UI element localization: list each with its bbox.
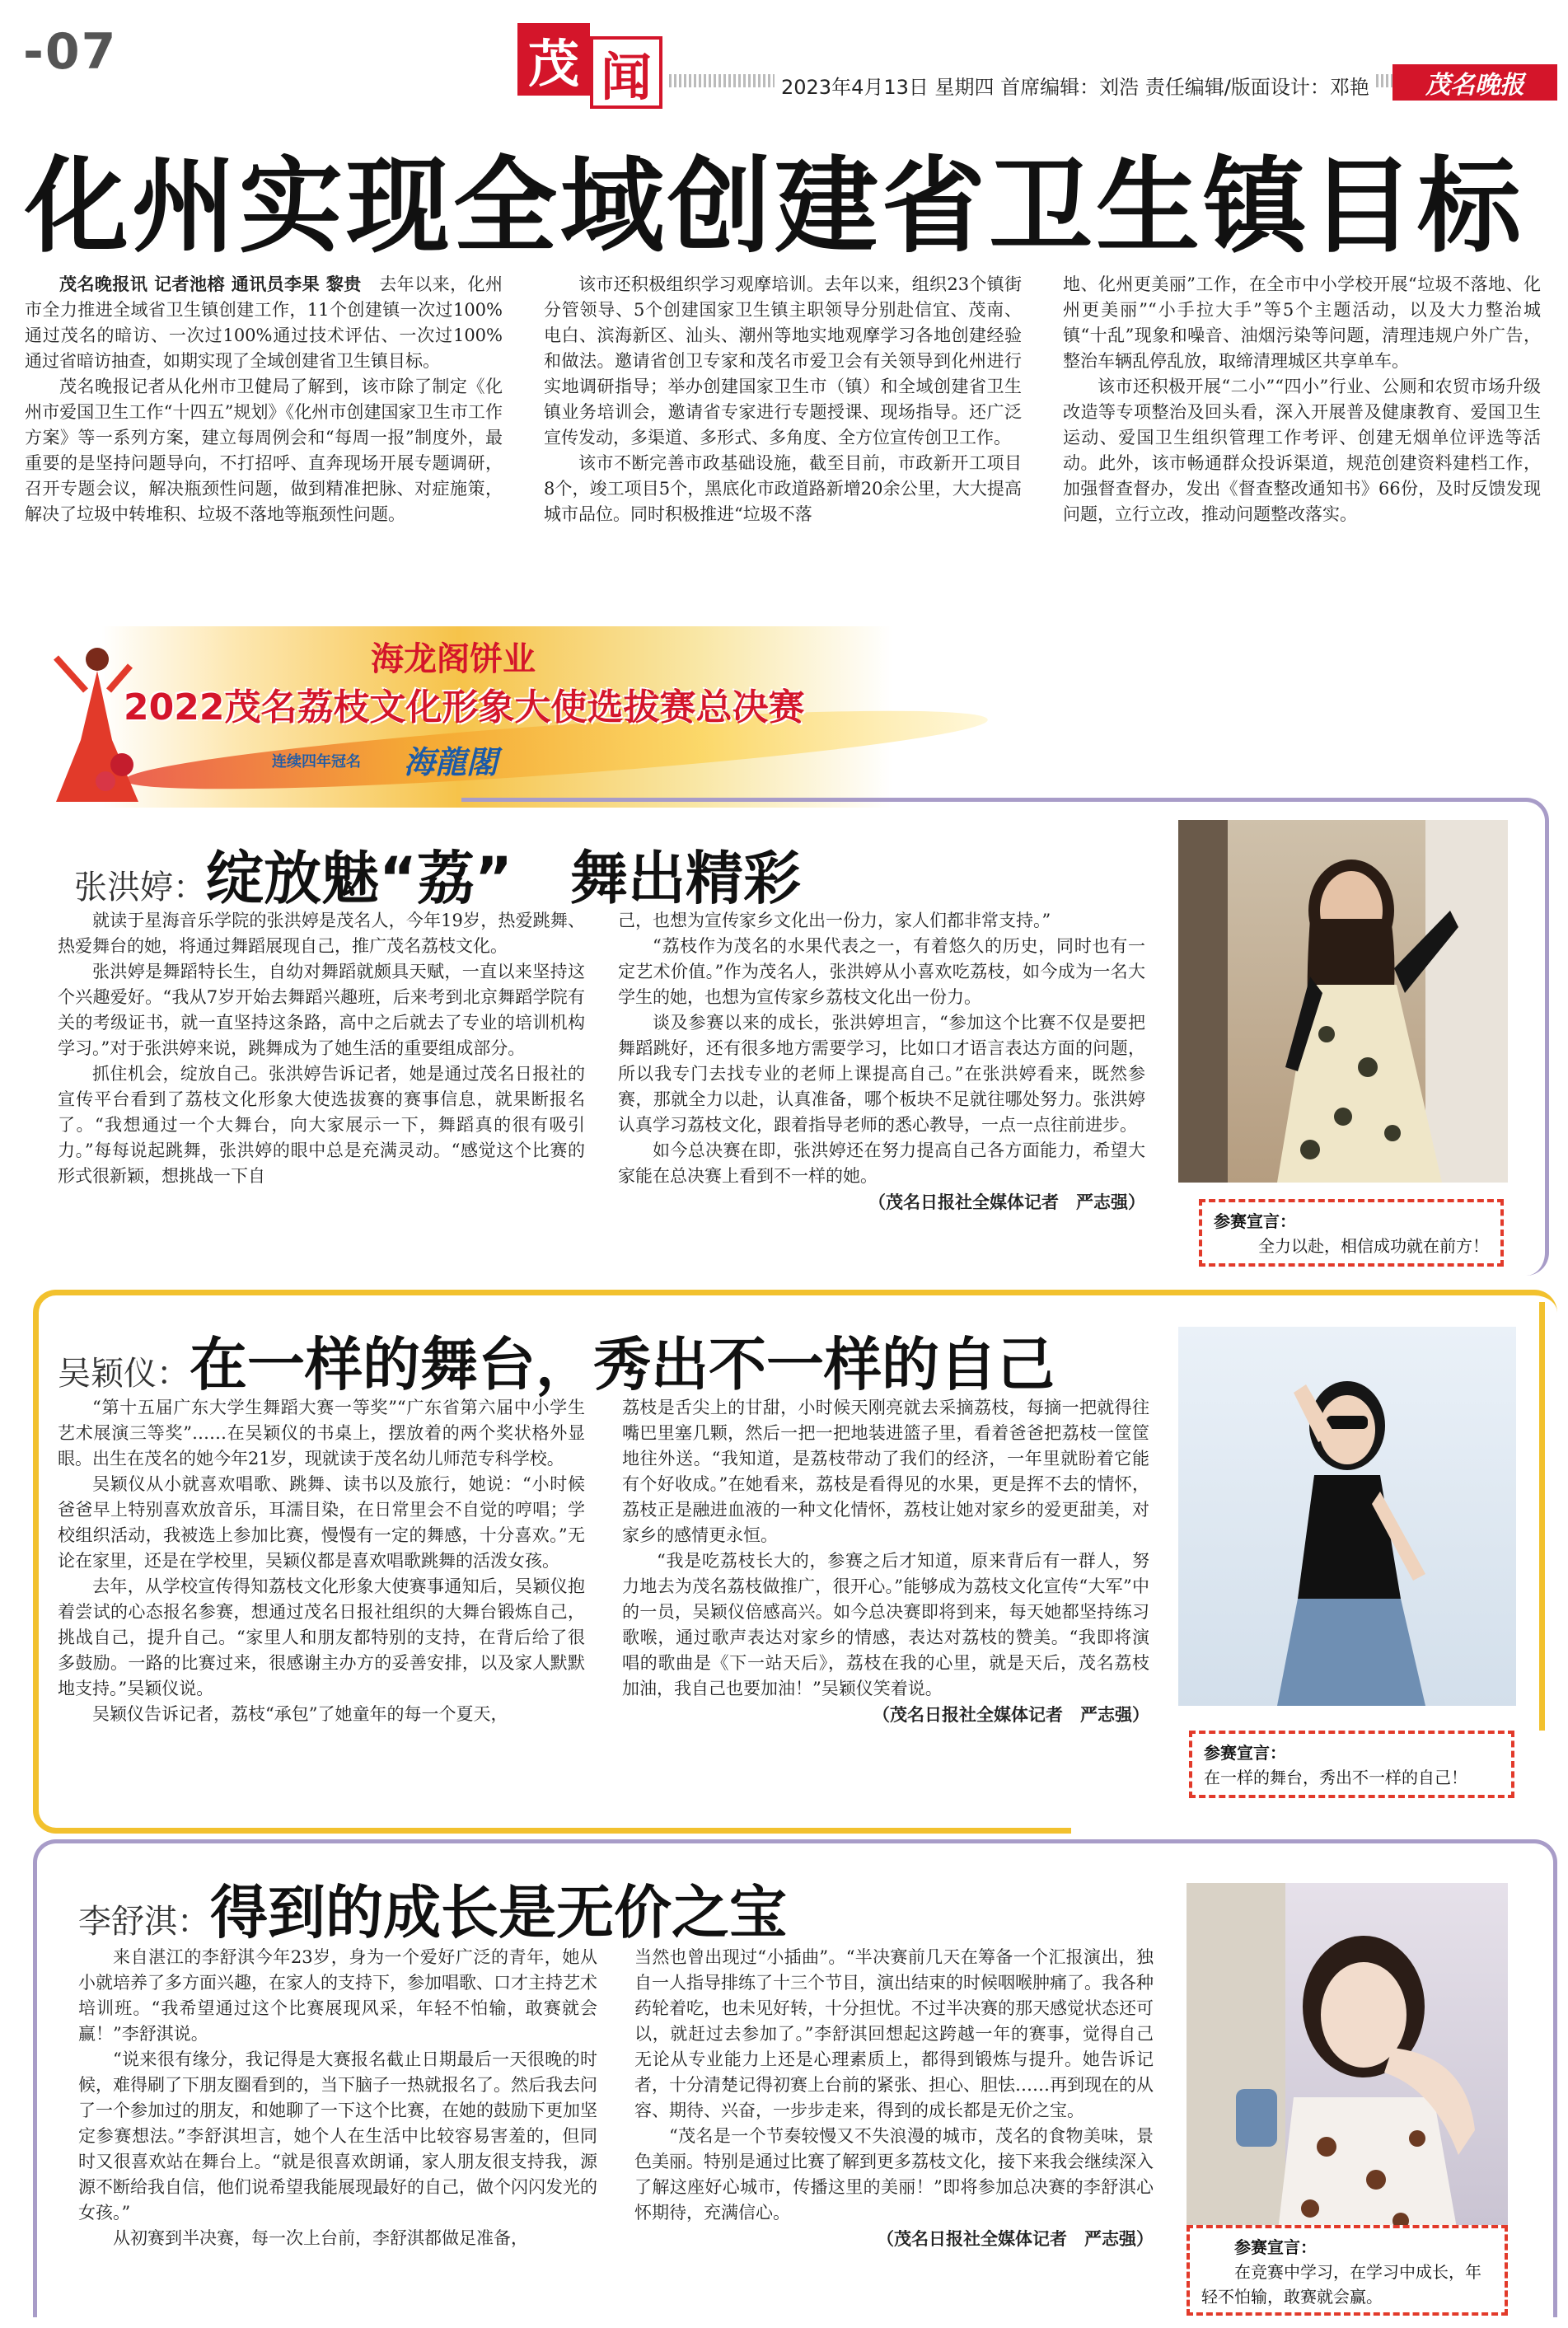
declaration-box-2: [1189, 1731, 1514, 1798]
portrait-image-icon: [1187, 1883, 1508, 2237]
banner-subtitle: 连续四年冠名: [272, 753, 361, 771]
paragraph: 张洪婷是舞蹈特长生，自幼对舞蹈就颇具天赋，一直以来坚持这个兴趣爱好。“我从7岁开始去舞蹈兴趣班，后来考到北京舞蹈学院有关的考级证书，就一直坚持这条路，高中之后就去了专业的培训机构学习。”对于张洪婷来说，跳舞成为了她生活的重要组成部分。: [58, 962, 585, 1058]
paragraph: 去年以来，化州市全力推进全域省卫生镇创建工作，11个创建镇一次过100%通过茂名的暗访、一次过100%通过技术评估、一次过100%通过省暗访抽查，如期实现了全域创建省卫生镇目标。: [25, 274, 503, 371]
section-badge-mao: 茂: [517, 23, 590, 96]
sponsor-logo: 海龍閣: [404, 743, 498, 780]
paragraph: 谈及参赛以来的成长，张洪婷坦言，“参加这个比赛不仅是要把舞蹈跳好，还有很多地方需要学习，比如口才语言表达方面的问题，所以我专门去找专业的老师上课提高自己。”在张洪婷看来，既然参赛，那就全力以赴，认真准备，哪个板块不足就往哪处努力。张洪婷认真学习荔枝文化，跟着指导老师的悉心教导，一点一点往前进步。: [618, 1013, 1145, 1135]
profile-3-col-2: [634, 1945, 1154, 2251]
credit-line: （茂名日报社全媒体记者 严志强）: [877, 2228, 1154, 2249]
paragraph: 该市不断完善市政基础设施，截至目前，市政新开工项目8个，竣工项目5个，黑底化市政道路新增20余公里，大大提高城市品位。同时积极推进“垃圾不落: [544, 453, 1022, 524]
paragraph: “第十五届广东大学生舞蹈大赛一等奖”“广东省第六届中小学生艺术展演三等奖”……在吴颖仪的书桌上，摆放着的两个奖状格外显眼。出生在茂名的她今年21岁，现就读于茂名幼儿师范专科学校。: [58, 1398, 585, 1468]
paragraph: “茂名是一个节奏较慢又不失浪漫的城市，茂名的食物美味，景色美丽。特别是通过比赛了解到更多荔枝文化，接下来我会继续深入了解这座好心城市，传播这里的美丽！”即将参加总决赛的李舒淇心怀期待，充满信心。: [634, 2126, 1154, 2223]
paragraph: “我是吃荔枝长大的，参赛之后才知道，原来背后有一群人，努力地去为茂名荔枝做推广，很开心。”能够成为荔枝文化宣传“大军”中的一员，吴颖仪倍感高兴。如今总决赛即将到来，每天她都坚持练习歌喉，通过歌声表达对家乡的情感，表达对荔枝的赞美。“我即将演唱的歌曲是《下一站天后》，荔枝在我的心里，就是天后，茂名荔枝加油，我自己也要加油！”吴颖仪笑着说。: [622, 1551, 1149, 1698]
paragraph: 地、化州更美丽”工作，在全市中小学校开展“垃圾不落地、化州更美丽”“小手拉大手”等5个主题活动，以及大力整治城镇“十乱”现象和噪音、油烟污染等问题，清理违规户外广告，整治车辆乱停乱放，取缔清理城区共享单车。: [1063, 274, 1541, 371]
paragraph: 去年，从学校宣传得知荔枝文化形象大使赛事通知后，吴颖仪抱着尝试的心态报名参赛，想通过茂名日报社组织的大舞台锻炼自己，挑战自己，提升自己。“家里人和朋友都特别的支持，在背后给了很多鼓励。一路的比赛过来，很感谢主办方的妥善安排，以及家人默默地支持。”吴颖仪说。: [58, 1576, 585, 1698]
profile-title-1: [74, 832, 801, 916]
declaration-text: 全力以赴，相信成功就在前方！: [1258, 1236, 1489, 1256]
page-header: [0, 0, 1568, 124]
profile-headline: 在一样的舞台，秀出不一样的自己: [190, 1331, 1055, 1398]
paragraph: 该市还积极开展“二小”“四小”行业、公厕和农贸市场升级改造等专项整治及回头看，深入开展普及健康教育、爱国卫生运动、爱国卫生组织管理工作考评、创建无烟单位评选等活动。此外，该市畅通群众投诉渠道，规范创建资料建档工作，加强督查督办，发出《督查整改通知书》66份，及时反馈发现问题，立行立改，推动问题整改落实。: [1063, 377, 1541, 524]
masthead-logo: 茂名晚报: [1392, 64, 1557, 101]
paragraph: 就读于星海音乐学院的张洪婷是茂名人，今年19岁，热爱跳舞、热爱舞台的她，将通过舞蹈展现自己，推广茂名荔枝文化。: [58, 911, 585, 956]
paragraph: 荔枝是舌尖上的甘甜，小时候天刚亮就去采摘荔枝，每摘一把就得往嘴巴里塞几颗，然后一把一把地装进篮子里，看着爸爸把荔枝一筐筐地往外送。“我知道，是荔枝带动了我们的经济，一年里就盼着它能有个好收成。”在她看来，荔枝是看得见的水果，更是挥不去的情怀，荔枝正是融进血液的一种文化情怀，荔枝让她对家乡的爱更甜美，对家乡的感情更永恒。: [622, 1398, 1149, 1545]
sponsor-name: 海龙阁饼业: [371, 640, 536, 678]
paragraph: 吴颖仪从小就喜欢唱歌、跳舞、读书以及旅行，她说：“小时候爸爸早上特别喜欢放音乐，耳濡目染，在日常里会不自觉的哼唱；学校组织活动，我被选上参加比赛，慢慢有一定的舞感，十分喜欢。”无论在家里，还是在学校里，吴颖仪都是喜欢唱歌跳舞的活泼女孩。: [58, 1474, 585, 1571]
paragraph: 当然也曾出现过“小插曲”。“半决赛前几天在筹备一个汇报演出，独自一人指导排练了十三个节目，演出结束的时候咽喉肿痛了。我各种药轮着吃，也未见好转，十分担忧。不过半决赛的那天感觉状态还可以，就赶过去参加了。”李舒淇回想起这跨越一年的赛事，觉得自己无论从专业能力上还是心理素质上，都得到锻炼与提升。她告诉记者，十分清楚记得初赛上台前的紧张、担心、胆怯……再到现在的从容、期待、兴奋，一步步走来，得到的成长都是无价之宝。: [634, 1947, 1154, 2120]
paragraph: 从初赛到半决赛，每一次上台前，李舒淇都做足准备，: [113, 2228, 528, 2248]
page-number: -07: [23, 23, 118, 81]
lead-article-col-2: [544, 272, 1022, 527]
profile-2-col-2: [622, 1395, 1149, 1727]
profile-1-col-1: [58, 908, 585, 1189]
page-headline: 化州实现全域创建省卫生镇目标: [25, 146, 1524, 267]
paragraph: 吴颖仪告诉记者，荔枝“承包”了她童年的每一个夏天，: [92, 1704, 508, 1724]
profile-name: 张洪婷：: [74, 869, 206, 906]
profile-2-col-1: [58, 1395, 585, 1727]
declaration-box-3: [1187, 2225, 1508, 2316]
declaration-label: 参赛宣言：: [1234, 2237, 1317, 2257]
paragraph: 茂名晚报记者从化州市卫健局了解到，该市除了制定《化州市爱国卫生工作“十四五”规划》《化州市创建国家卫生市工作方案》等一系列方案，建立每周例会和“每周一报”制度外，最重要的是坚持问题导向，不打招呼、直奔现场开展专题调研，召开专题会议，解决瓶颈性问题，做到精准把脉、对症施策，解决了垃圾中转堆积、垃圾不落地等瓶颈性问题。: [25, 377, 503, 524]
profile-name: 李舒淇：: [78, 1903, 210, 1941]
portrait-image-icon: [1178, 1327, 1516, 1706]
contest-banner: [25, 626, 989, 808]
banner-title: 2022茂名荔枝文化形象大使选拔赛总决赛: [124, 686, 805, 728]
profile-name: 吴颖仪：: [58, 1355, 190, 1393]
paragraph: 该市还积极组织学习观摩培训。去年以来，组织23个镇街分管领导、5个创建国家卫生镇主职领导分别赴信宜、茂南、电白、滨海新区、汕头、潮州等地实地观摩学习各地创建经验和做法。邀请省创卫专家和茂名市爱卫会有关领导到化州进行实地调研指导；举办创建国家卫生市（镇）和全域创建省卫生镇业务培训会，邀请省专家进行专题授课、现场指导。还广泛宣传发动，多渠道、多形式、多角度、全方位宣传创卫工作。: [544, 274, 1022, 447]
profile-headline: 绽放魅“荔” 舞出精彩: [206, 845, 802, 912]
profile-2-photo: [1178, 1327, 1516, 1706]
declaration-box-1: [1199, 1199, 1504, 1267]
declaration-text: 在竞赛中学习，在学习中成长，年轻不怕输，敢赛就会赢。: [1201, 2262, 1481, 2307]
profile-1-col-2: [618, 908, 1145, 1215]
declaration-label: 参赛宣言：: [1204, 1743, 1286, 1763]
paragraph: 如今总决赛在即，张洪婷还在努力提高自己各方面能力，希望大家能在总决赛上看到不一样的她。: [618, 1141, 1145, 1186]
profile-title-3: [78, 1867, 787, 1950]
declaration-text: 在一样的舞台，秀出不一样的自己！: [1204, 1768, 1467, 1787]
paragraph: 来自湛江的李舒淇今年23岁，身为一个爱好广泛的青年，她从小就培养了多方面兴趣，在家人的支持下，参加唱歌、口才主持艺术培训班。“我希望通过这个比赛展现风采，年轻不怕输，敢赛就会赢！”李舒淇说。: [78, 1947, 597, 2044]
portrait-image-icon: [1178, 820, 1508, 1183]
paragraph: “荔枝作为茂名的水果代表之一，有着悠久的历史，同时也有一定艺术价值。”作为茂名人，张洪婷从小喜欢吃荔枝，如今成为一名大学生的她，也想为宣传家乡荔枝文化出一份力。: [618, 936, 1145, 1007]
profile-title-2: [58, 1319, 1055, 1402]
frame-right-edge: [1539, 1302, 1545, 1731]
profile-1-photo: [1178, 820, 1508, 1183]
profile-headline: 得到的成长是无价之宝: [210, 1879, 787, 1946]
byline: 茂名晚报讯 记者池榕 通讯员李果 黎贵: [59, 274, 362, 294]
section-badge-wen: 闻: [590, 36, 662, 109]
credit-line: （茂名日报社全媒体记者 严志强）: [868, 1192, 1145, 1212]
credit-line: （茂名日报社全媒体记者 严志强）: [873, 1704, 1149, 1725]
paragraph: “说来很有缘分，我记得是大赛报名截止日期最后一天很晚的时候，难得刷了下朋友圈看到的，当下脑子一热就报名了。然后我去问了一个参加过的朋友，和她聊了一下这个比赛，在她的鼓励下更加坚定参赛想法。”李舒淇坦言，她个人在生活中比较容易害羞的，但同时又很喜欢站在舞台上。“就是很喜欢朗诵，家人朋友很支持我，源源不断给我自信，他们说希望我能展现最好的自己，做个闪闪发光的女孩。”: [78, 2049, 597, 2223]
frame-gap: [1071, 1823, 1566, 1839]
declaration-label: 参赛宣言：: [1214, 1211, 1296, 1231]
profile-3-photo: [1187, 1883, 1508, 2237]
lead-article-col-3: [1063, 272, 1541, 527]
paragraph: 己，也想为宣传家乡文化出一份力，家人们都非常支持。”: [618, 911, 1051, 930]
issue-info: 2023年4月13日 星期四 首席编辑：刘浩 责任编辑/版面设计：邓艳: [775, 71, 1376, 100]
lead-article-col-1: [25, 272, 503, 527]
paragraph: 抓住机会，绽放自己。张洪婷告诉记者，她是通过茂名日报社的宣传平台看到了荔枝文化形象大使选拔赛的赛事信息，就果断报名了。“我想通过一个大舞台，向大家展示一下，舞蹈真的很有吸引力。”每每说起跳舞，张洪婷的眼中总是充满灵动。“感觉这个比赛的形式很新颖，想挑战一下自: [58, 1064, 585, 1186]
profile-3-col-1: [78, 1945, 597, 2251]
